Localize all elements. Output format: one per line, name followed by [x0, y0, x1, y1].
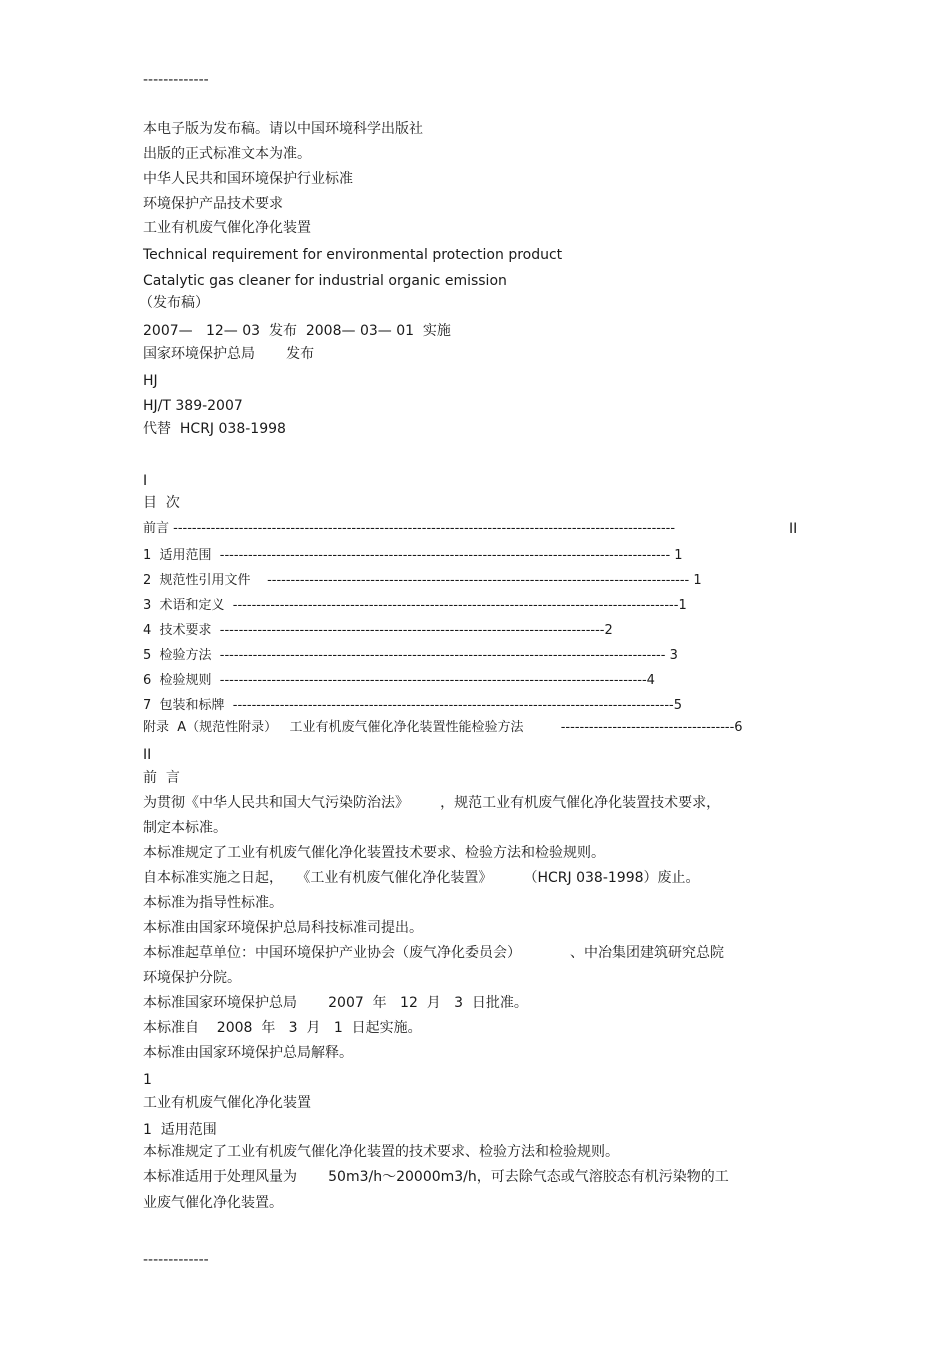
title-english-2: Catalytic gas cleaner for industrial organic emission	[143, 273, 507, 289]
title-english-1: Technical requirement for environmental protection product	[143, 247, 563, 263]
standard-type: 中华人民共和国环境保护行业标准	[143, 171, 353, 187]
foreword-line: 本标准由国家环境保护总局科技标准司提出。	[143, 920, 423, 936]
notice-line-1: 本电子版为发布稿。请以中国环境科学出版社	[143, 121, 423, 137]
draft-label: （发布稿）	[139, 295, 209, 311]
toc-entry[interactable]: 2 规范性引用文件 ------------------------------------------------------------------------------------------ 1	[143, 573, 702, 588]
foreword-line: 本标准国家环境保护总局 2007 年 12 月 3 日批准。	[143, 995, 528, 1011]
top-separator: -------------	[143, 72, 209, 88]
body-line: 业废气催化净化装置。	[143, 1195, 283, 1211]
section-heading: 1 适用范围	[143, 1122, 217, 1138]
code-hj: HJ	[143, 373, 158, 389]
toc-entry[interactable]: 1 适用范围 ------------------------------------------------------------------------------------------------ 1	[143, 548, 683, 563]
toc-heading: 目 次	[143, 495, 180, 511]
toc-entry[interactable]: 5 检验方法 ----------------------------------------------------------------------------------------------- 3	[143, 648, 678, 663]
toc-entry-appendix[interactable]: 附录 A（规范性附录） 工业有机废气催化净化装置性能检验方法 -------------------------------------6	[143, 720, 743, 735]
foreword-line: 本标准由国家环境保护总局解释。	[143, 1045, 353, 1061]
publish-dates: 2007— 12— 03 发布 2008— 03— 01 实施	[143, 323, 451, 339]
foreword-line: 本标准自 2008 年 3 月 1 日起实施。	[143, 1020, 422, 1036]
foreword-line: 为贯彻《中华人民共和国大气污染防治法》 ，规范工业有机废气催化净化装置技术要求，	[143, 795, 721, 811]
product-category: 环境保护产品技术要求	[143, 196, 283, 212]
toc-entry[interactable]: 3 术语和定义 -----------------------------------------------------------------------------------------------1	[143, 598, 687, 613]
foreword-line: 自本标准实施之日起， 《工业有机废气催化净化装置》 （HCRJ 038-1998）废止。	[143, 870, 700, 886]
foreword-line: 本标准规定了工业有机废气催化净化装置技术要求、检验方法和检验规则。	[143, 845, 605, 861]
toc-entry[interactable]: 7 包装和标牌 ----------------------------------------------------------------------------------------------5	[143, 698, 683, 713]
body-title: 工业有机废气催化净化装置	[143, 1095, 311, 1111]
issuing-authority: 国家环境保护总局 发布	[143, 346, 315, 362]
foreword-line: 环境保护分院。	[143, 970, 241, 986]
toc-page-numeral: I	[143, 473, 148, 489]
title-chinese: 工业有机废气催化净化装置	[143, 220, 311, 236]
foreword-page-numeral: II	[143, 747, 152, 763]
standard-number: HJ/T 389-2007	[143, 398, 243, 414]
foreword-line: 本标准为指导性标准。	[143, 895, 283, 911]
foreword-heading: 前 言	[143, 770, 180, 786]
foreword-line: 制定本标准。	[143, 820, 227, 836]
notice-line-2: 出版的正式标准文本为准。	[143, 146, 311, 162]
bottom-separator: -------------	[143, 1252, 209, 1268]
replaces-standard: 代替 HCRJ 038-1998	[143, 421, 286, 437]
foreword-line: 本标准起草单位：中国环境保护产业协会（废气净化委员会） 、中冶集团建筑研究总院	[143, 945, 724, 961]
body-page-numeral: 1	[143, 1072, 152, 1088]
body-line: 本标准适用于处理风量为 50m3/h～20000m3/h，可去除气态或气溶胶态有机污染物的工	[143, 1169, 729, 1185]
toc-entry-foreword[interactable]: 前言 -----------------------------------------------------------------------------------------------------------	[143, 521, 676, 536]
body-line: 本标准规定了工业有机废气催化净化装置的技术要求、检验方法和检验规则。	[143, 1144, 619, 1160]
toc-entry[interactable]: 6 检验规则 -------------------------------------------------------------------------------------------4	[143, 673, 655, 688]
toc-entry-foreword-page: II	[789, 521, 798, 537]
toc-entry[interactable]: 4 技术要求 ----------------------------------------------------------------------------------2	[143, 623, 613, 638]
